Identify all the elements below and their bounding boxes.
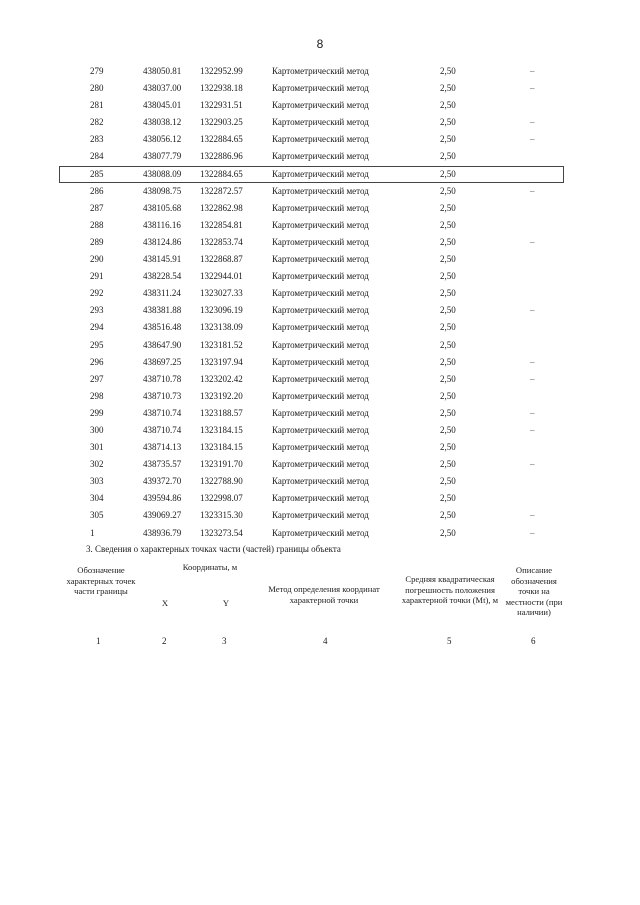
accuracy: 2,50 (440, 117, 456, 128)
column-number: 3 (222, 636, 227, 646)
point-number: 298 (90, 390, 104, 401)
coord-y: 1322886.96 (200, 151, 243, 162)
coord-x: 438381.88 (143, 305, 182, 316)
accuracy: 2,50 (440, 100, 456, 111)
accuracy: 2,50 (440, 134, 456, 145)
method: Картометрический метод (272, 476, 369, 487)
method: Картометрический метод (272, 390, 369, 401)
accuracy: 2,50 (440, 271, 456, 282)
table-row (60, 251, 564, 268)
description: – (530, 117, 535, 128)
table-row (60, 319, 564, 336)
table-row (60, 525, 564, 542)
point-number: 295 (90, 339, 104, 350)
point-number: 302 (90, 459, 104, 470)
coord-y: 1323138.09 (200, 322, 243, 333)
table-row (60, 200, 564, 217)
method: Картометрический метод (272, 373, 369, 384)
coord-y: 1323191.70 (200, 459, 243, 470)
table-row (60, 371, 564, 388)
accuracy: 2,50 (440, 305, 456, 316)
point-number: 299 (90, 407, 104, 418)
point-number: 294 (90, 322, 104, 333)
coord-x: 438145.91 (143, 254, 182, 265)
column-number: 2 (162, 636, 167, 646)
point-number: 287 (90, 202, 104, 213)
point-number: 285 (90, 168, 104, 179)
point-number: 293 (90, 305, 104, 316)
method: Картометрический метод (272, 407, 369, 418)
coord-y: 1322788.90 (200, 476, 243, 487)
coord-y: 1322938.18 (200, 83, 243, 94)
point-number: 283 (90, 134, 104, 145)
method: Картометрический метод (272, 305, 369, 316)
point-number: 291 (90, 271, 104, 282)
column-number: 4 (323, 636, 328, 646)
description: – (530, 373, 535, 384)
method: Картометрический метод (272, 288, 369, 299)
coord-x: 438045.01 (143, 100, 182, 111)
accuracy: 2,50 (440, 66, 456, 76)
accuracy: 2,50 (440, 236, 456, 247)
accuracy: 2,50 (440, 339, 456, 350)
coord-x: 438124.86 (143, 236, 182, 247)
point-number: 282 (90, 117, 104, 128)
coord-y: 1323096.19 (200, 305, 243, 316)
header-coordinates: Координаты, м (182, 562, 238, 572)
page-number: 8 (316, 37, 324, 51)
table-row (60, 337, 564, 354)
table-row (60, 114, 564, 131)
table-row (60, 456, 564, 473)
method: Картометрический метод (272, 202, 369, 213)
accuracy: 2,50 (440, 83, 456, 94)
coord-x: 439069.27 (143, 510, 182, 521)
coord-x: 438056.12 (143, 134, 182, 145)
description: – (530, 510, 535, 521)
description: – (530, 527, 535, 538)
description: – (530, 185, 535, 196)
coord-y: 1322853.74 (200, 236, 243, 247)
method: Картометрический метод (272, 510, 369, 521)
coord-x: 438098.75 (143, 185, 182, 196)
coord-y: 1322944.01 (200, 271, 243, 282)
point-number: 288 (90, 219, 104, 230)
coord-y: 1322872.57 (200, 185, 243, 196)
table-row (60, 405, 564, 422)
coord-x: 438105.68 (143, 202, 182, 213)
header-accuracy: Средняя квадратическая погрешность положения характерной точки (Mt), м (401, 574, 499, 605)
coord-x: 439594.86 (143, 493, 182, 504)
table-row (60, 148, 564, 165)
coord-x: 438050.81 (143, 66, 182, 76)
table-row (60, 97, 564, 114)
section-3-title: 3. Сведения о характерных точках части (частей) границы объекта (86, 544, 341, 554)
table-row (60, 131, 564, 148)
description: – (530, 407, 535, 418)
accuracy: 2,50 (440, 442, 456, 453)
column-number: 1 (96, 636, 101, 646)
accuracy: 2,50 (440, 202, 456, 213)
method: Картометрический метод (272, 493, 369, 504)
description: – (530, 83, 535, 94)
method: Картометрический метод (272, 83, 369, 94)
description: – (530, 66, 535, 76)
header-x: X (161, 598, 169, 608)
table-row (60, 80, 564, 97)
coord-y: 1323273.54 (200, 527, 243, 538)
coord-x: 438710.74 (143, 407, 182, 418)
method: Картометрический метод (272, 254, 369, 265)
header-description: Описание обозначения точки на местности (при наличии) (505, 565, 563, 617)
table-row (60, 234, 564, 251)
coord-x: 438088.09 (143, 168, 182, 179)
table-row (60, 217, 564, 234)
table-row (60, 490, 564, 507)
method: Картометрический метод (272, 117, 369, 128)
coord-x: 438311.24 (143, 288, 181, 299)
method: Картометрический метод (272, 168, 369, 179)
accuracy: 2,50 (440, 493, 456, 504)
method: Картометрический метод (272, 100, 369, 111)
coord-y: 1322884.65 (200, 134, 243, 145)
table-row (60, 183, 564, 200)
point-number: 286 (90, 185, 104, 196)
accuracy: 2,50 (440, 390, 456, 401)
method: Картометрический метод (272, 271, 369, 282)
table-row (60, 285, 564, 302)
coord-x: 438710.73 (143, 390, 182, 401)
method: Картометрический метод (272, 459, 369, 470)
method: Картометрический метод (272, 219, 369, 230)
coord-y: 1322931.51 (200, 100, 243, 111)
accuracy: 2,50 (440, 424, 456, 435)
table-row (60, 302, 564, 319)
method: Картометрический метод (272, 424, 369, 435)
accuracy: 2,50 (440, 254, 456, 265)
coord-x: 438516.48 (143, 322, 182, 333)
description: – (530, 459, 535, 470)
coord-y: 1323184.15 (200, 442, 243, 453)
method: Картометрический метод (272, 356, 369, 367)
point-number: 300 (90, 424, 104, 435)
accuracy: 2,50 (440, 219, 456, 230)
coord-x: 438710.74 (143, 424, 182, 435)
accuracy: 2,50 (440, 407, 456, 418)
description: – (530, 134, 535, 145)
coord-x: 438077.79 (143, 151, 182, 162)
point-number: 280 (90, 83, 104, 94)
coord-y: 1323197.94 (200, 356, 243, 367)
coord-y: 1323184.15 (200, 424, 243, 435)
table-row (60, 63, 564, 80)
coord-x: 438228.54 (143, 271, 182, 282)
coord-x: 438735.57 (143, 459, 182, 470)
table-row (60, 507, 564, 524)
coord-y: 1322903.25 (200, 117, 243, 128)
accuracy: 2,50 (440, 322, 456, 333)
point-number: 279 (90, 66, 104, 76)
coord-y: 1323188.57 (200, 407, 243, 418)
point-number: 304 (90, 493, 104, 504)
accuracy: 2,50 (440, 288, 456, 299)
point-number: 284 (90, 151, 104, 162)
coord-x: 439372.70 (143, 476, 182, 487)
point-number: 297 (90, 373, 104, 384)
table-row (60, 439, 564, 456)
point-number: 292 (90, 288, 104, 299)
table-row (59, 166, 564, 183)
method: Картометрический метод (272, 185, 369, 196)
method: Картометрический метод (272, 151, 369, 162)
header-method: Метод определения координат характерной точки (268, 584, 380, 605)
coordinates-table (60, 63, 564, 542)
table-row (60, 388, 564, 405)
accuracy: 2,50 (440, 151, 456, 162)
coord-x: 438714.13 (143, 442, 182, 453)
header-point-designation: Обозначение характерных точек части границы (66, 565, 136, 596)
table-row (60, 473, 564, 490)
coord-y: 1322884.65 (200, 168, 243, 179)
method: Картометрический метод (272, 339, 369, 350)
coord-x: 438697.25 (143, 356, 182, 367)
accuracy: 2,50 (440, 356, 456, 367)
accuracy: 2,50 (440, 527, 456, 538)
coord-y: 1323192.20 (200, 390, 243, 401)
point-number: 281 (90, 100, 104, 111)
point-number: 290 (90, 254, 104, 265)
description: – (530, 236, 535, 247)
accuracy: 2,50 (440, 476, 456, 487)
description: – (530, 305, 535, 316)
description: – (530, 356, 535, 367)
point-number: 1 (90, 527, 95, 538)
coord-y: 1323202.42 (200, 373, 243, 384)
method: Картометрический метод (272, 527, 369, 538)
table-row (60, 354, 564, 371)
coord-y: 1323181.52 (200, 339, 243, 350)
point-number: 296 (90, 356, 104, 367)
coord-x: 438647.90 (143, 339, 182, 350)
coord-y: 1323027.33 (200, 288, 243, 299)
point-number: 289 (90, 236, 104, 247)
header-y: Y (222, 598, 230, 608)
method: Картометрический метод (272, 66, 369, 76)
accuracy: 2,50 (440, 373, 456, 384)
coord-x: 438936.79 (143, 527, 182, 538)
coord-y: 1322952.99 (200, 66, 243, 76)
coord-x: 438038.12 (143, 117, 182, 128)
table-row (60, 268, 564, 285)
coord-y: 1322868.87 (200, 254, 243, 265)
method: Картометрический метод (272, 322, 369, 333)
point-number: 301 (90, 442, 104, 453)
coord-y: 1322854.81 (200, 219, 243, 230)
point-number: 303 (90, 476, 104, 487)
accuracy: 2,50 (440, 510, 456, 521)
method: Картометрический метод (272, 134, 369, 145)
coord-y: 1322998.07 (200, 493, 243, 504)
coord-x: 438710.78 (143, 373, 182, 384)
description: – (530, 424, 535, 435)
coord-x: 438037.00 (143, 83, 182, 94)
point-number: 305 (90, 510, 104, 521)
column-number: 5 (447, 636, 452, 646)
coord-y: 1323315.30 (200, 510, 243, 521)
accuracy: 2,50 (440, 185, 456, 196)
accuracy: 2,50 (440, 168, 456, 179)
accuracy: 2,50 (440, 459, 456, 470)
column-number: 6 (531, 636, 536, 646)
coord-y: 1322862.98 (200, 202, 243, 213)
method: Картометрический метод (272, 442, 369, 453)
table-row (60, 422, 564, 439)
method: Картометрический метод (272, 236, 369, 247)
coord-x: 438116.16 (143, 219, 181, 230)
